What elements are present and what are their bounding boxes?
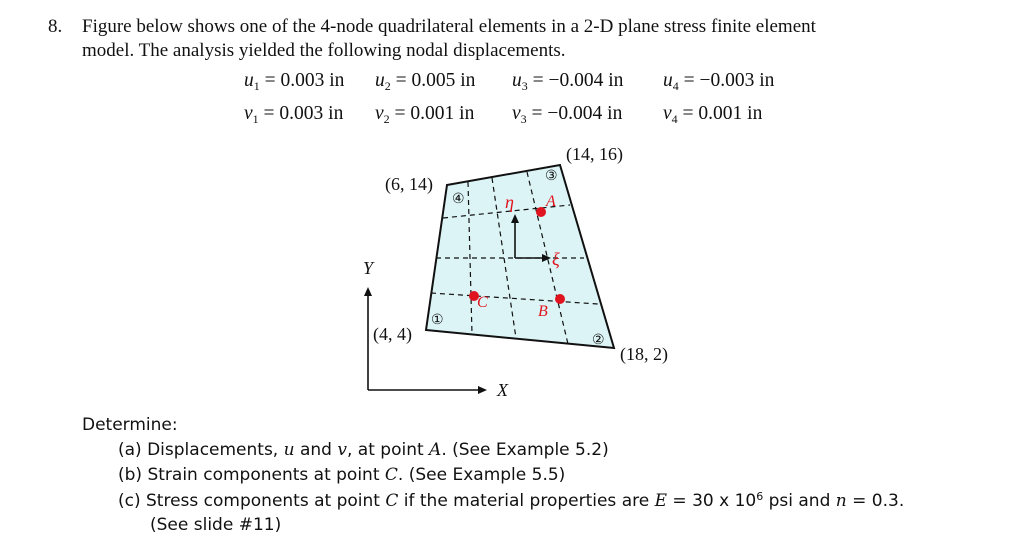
node-2-coords: (18, 2): [620, 344, 668, 364]
disp-v4: $v_4 = 0.001$ in: [663, 103, 763, 126]
disp-u4: $u_4 = -0.003$ in: [663, 70, 775, 93]
disp-v3: $v_3 = -0.004$ in: [512, 103, 623, 126]
point-b-label: B: [538, 303, 548, 320]
node-1-coords: (4, 4): [373, 324, 412, 344]
question-b: (b) Strain components at point C. (See Example 5.5): [118, 465, 566, 485]
node-2-marker: ②: [592, 333, 605, 348]
problem-statement-line-2: model. The analysis yielded the following nodal displacements.: [82, 40, 566, 61]
disp-u3: $u_3 = -0.004$ in: [512, 70, 624, 93]
disp-u2: $u_2 = 0.005$ in: [375, 70, 476, 93]
point-a-marker: [536, 207, 546, 217]
disp-v2: $v_2 = 0.001$ in: [375, 103, 475, 126]
node-3-marker: ③: [545, 169, 558, 184]
axis-x-label: X: [497, 380, 508, 400]
point-c-label: C: [477, 294, 488, 311]
axis-y-label: Y: [363, 258, 374, 278]
problem-statement-line-1: Figure below shows one of the 4-node quadrilateral elements in a 2-D plane stress finite element: [82, 16, 816, 37]
xi-label: ξ: [552, 249, 560, 269]
point-a-label: A: [546, 193, 556, 210]
point-b-marker: [555, 294, 565, 304]
disp-u1: $u_1 = 0.003$ in: [244, 70, 345, 93]
question-a: (a) Displacements, u and v, at point A. (See Example 5.2): [118, 440, 609, 460]
problem-number: 8.: [48, 16, 63, 37]
question-c-continued: (See slide #11): [150, 515, 282, 535]
node-1-marker: ①: [431, 313, 444, 328]
determine-heading: Determine:: [82, 415, 178, 435]
eta-label: η: [505, 192, 514, 212]
node-4-marker: ④: [452, 192, 465, 207]
node-4-coords: (6, 14): [385, 174, 433, 194]
node-3-coords: (14, 16): [566, 144, 623, 164]
question-c: (c) Stress components at point C if the material properties are E = 30 x $10^6$ psi and n = 0.3.: [118, 490, 905, 511]
disp-v1: $v_1 = 0.003$ in: [244, 103, 344, 126]
